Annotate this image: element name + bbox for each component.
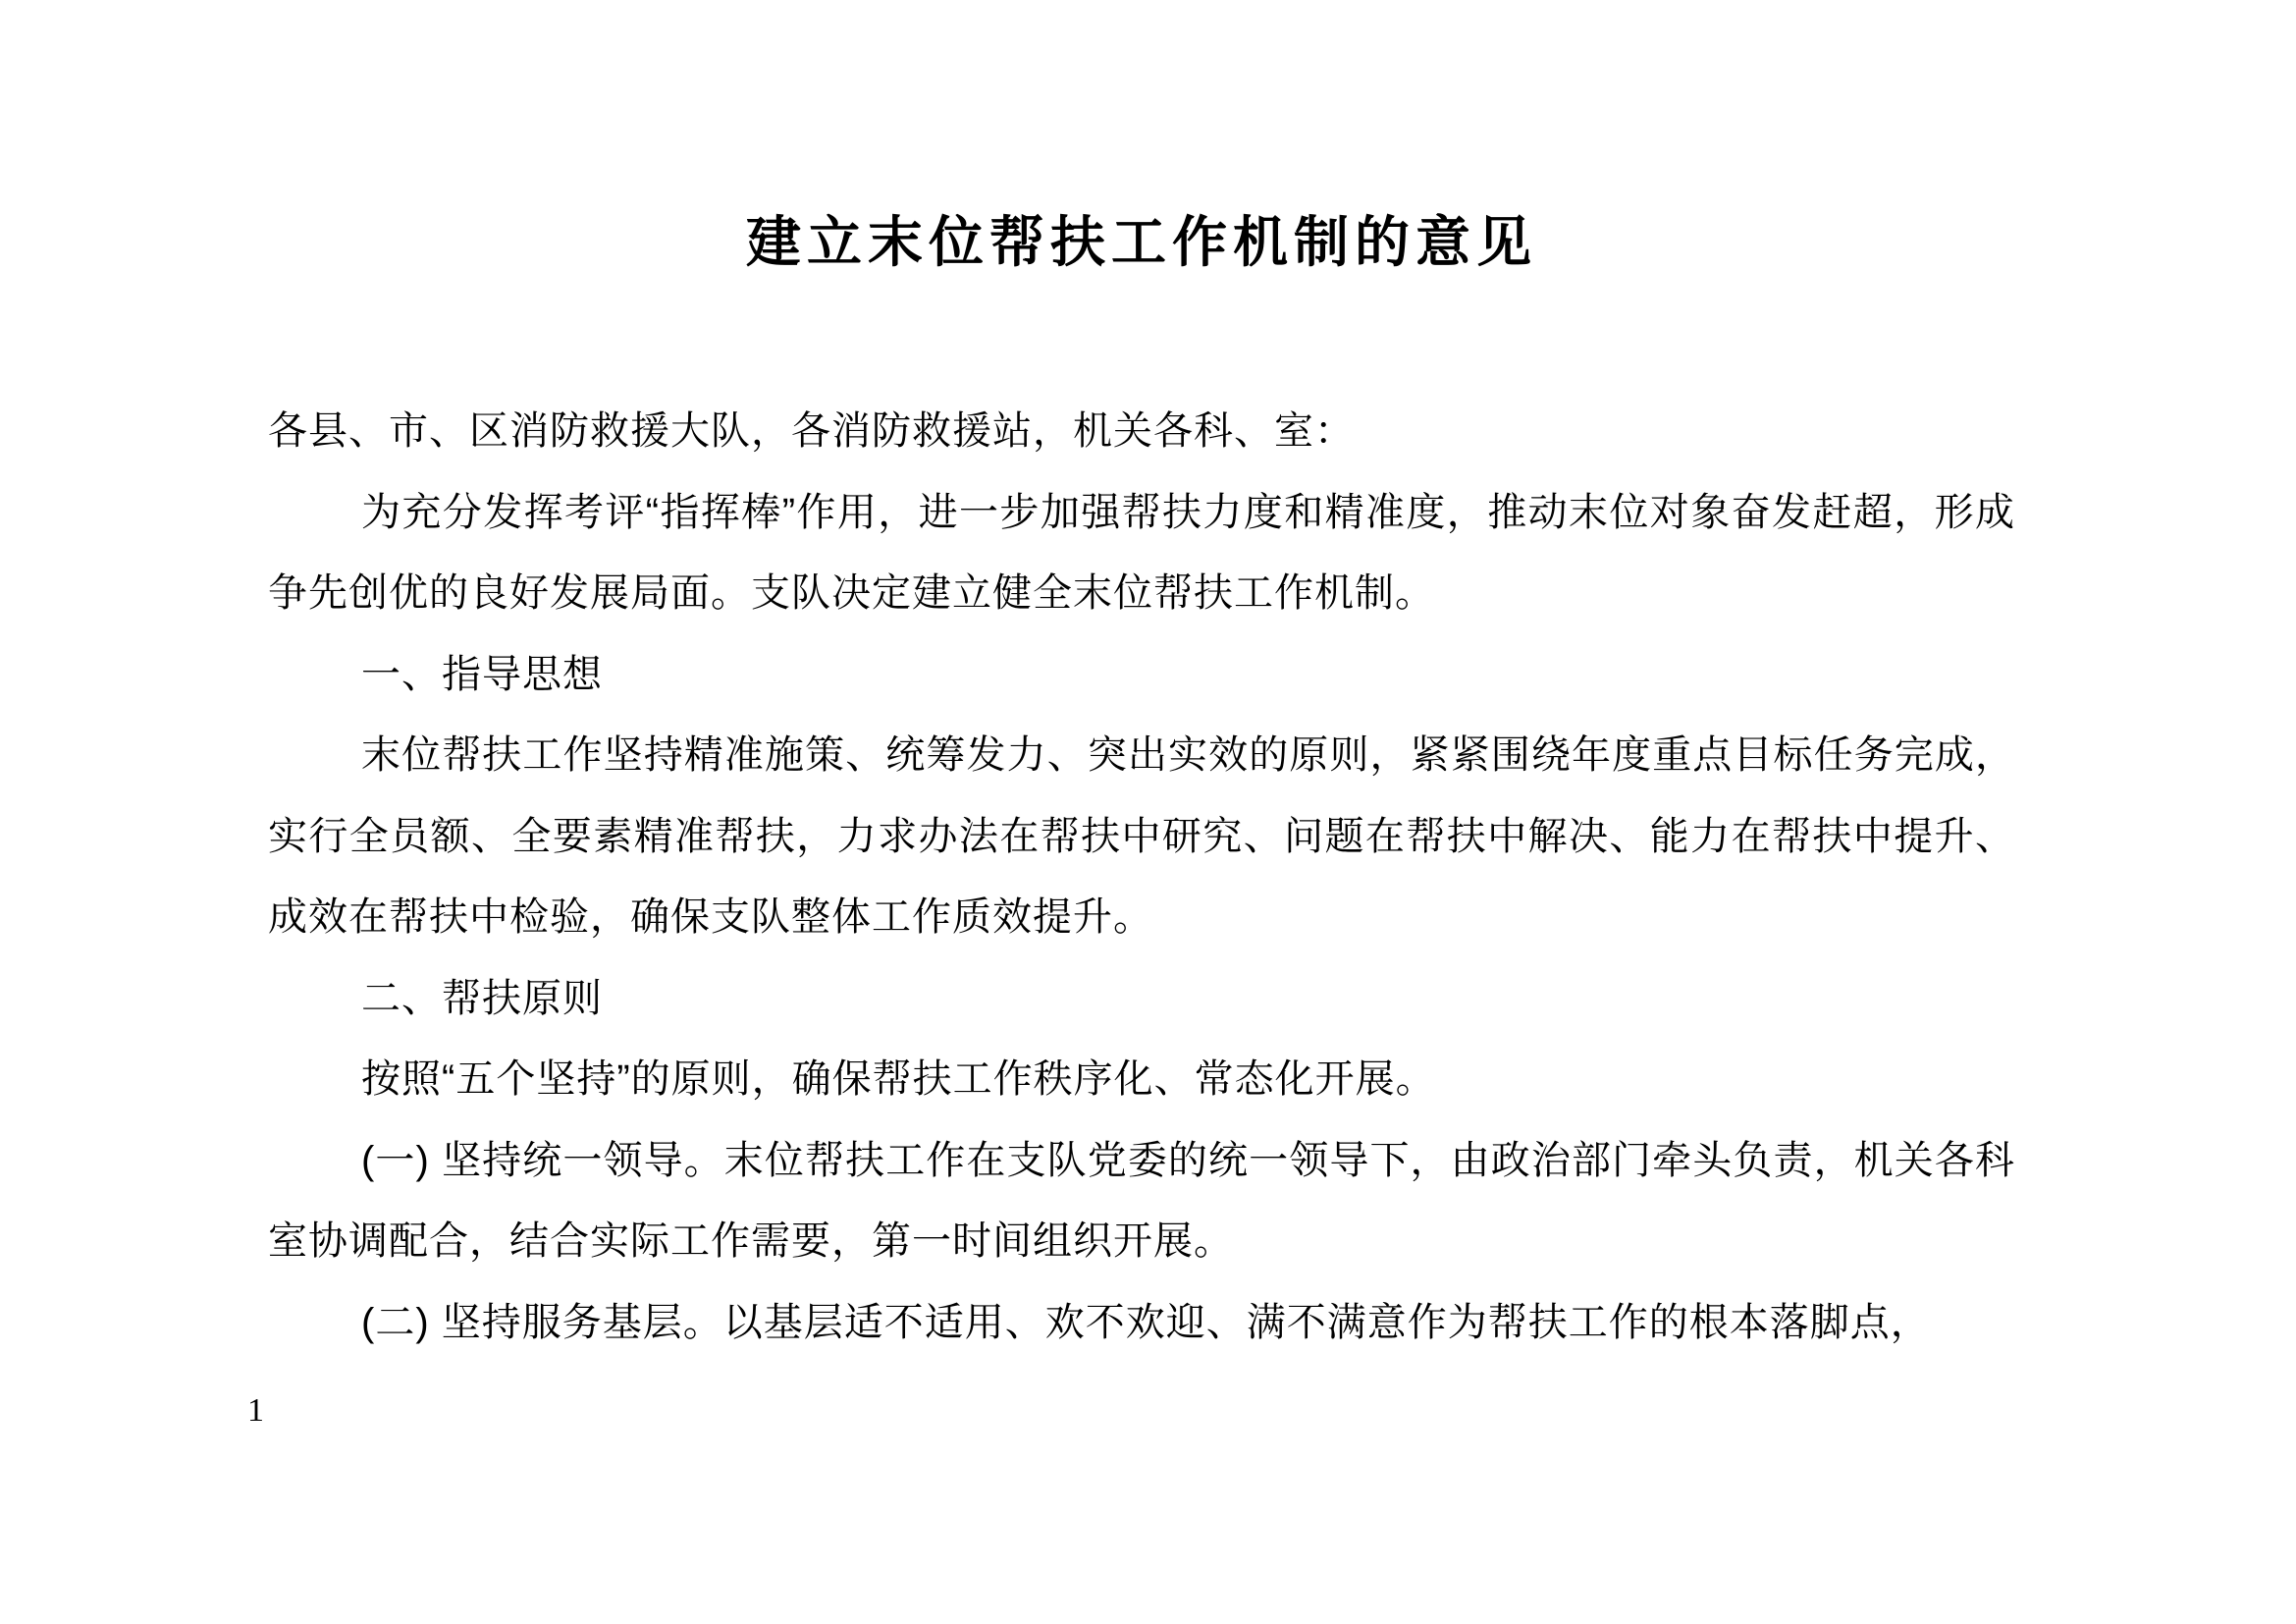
principles-intro-paragraph: 按照“五个坚持”的原则，确保帮扶工作秩序化、常态化开展。	[361, 1057, 1436, 1101]
page-number: 1	[247, 1392, 264, 1429]
document-title: 建立末位帮扶工作机制的意见	[746, 211, 1537, 273]
guiding-ideology-paragraph: 末位帮扶工作坚持精准施策、统筹发力、突出实效的原则，紧紧围绕年度重点目标任务完成，实行全员额、全要素精准帮扶，力求办法在帮扶中研究、问题在帮扶中解决、能力在帮扶中提升、成效在帮扶中检验，确保支队整体工作质效提升。	[268, 733, 2015, 939]
principle-1-paragraph: (一) 坚持统一领导。末位帮扶工作在支队党委的统一领导下，由政治部门牵头负责，机关各科室协调配合，结合实际工作需要，第一时间组织开展。	[268, 1138, 2015, 1263]
section-heading-guiding-ideology: 一、指导思想	[361, 652, 603, 696]
intro-paragraph: 为充分发挥考评“指挥棒”作用，进一步加强帮扶力度和精准度，推动末位对象奋发赶超，形成争先创优的良好发展局面。支队决定建立健全末位帮扶工作机制。	[268, 490, 2015, 615]
salutation-line: 各县、市、区消防救援大队，各消防救援站，机关各科、室：	[268, 409, 1355, 453]
section-heading-assistance-principles: 二、帮扶原则	[361, 976, 603, 1020]
principle-2-paragraph: (二) 坚持服务基层。以基层适不适用、欢不欢迎、满不满意作为帮扶工作的根本落脚点，	[361, 1300, 1931, 1344]
document-content	[268, 208, 2015, 1363]
